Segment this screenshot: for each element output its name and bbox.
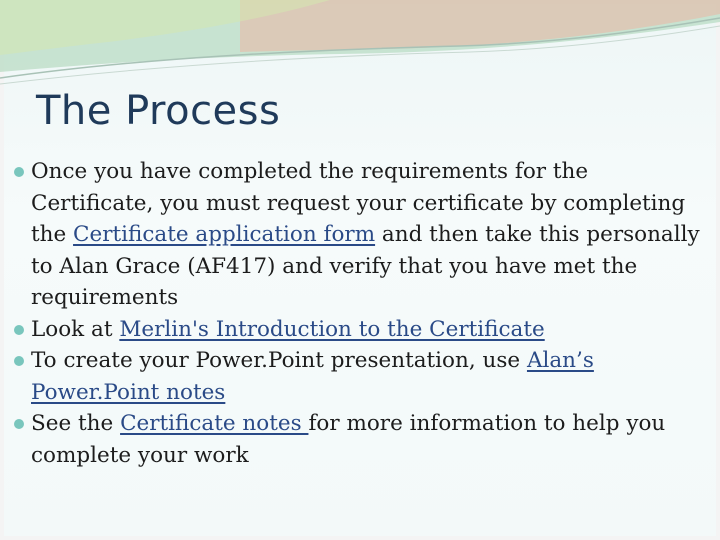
slide-title: The Process	[36, 88, 281, 134]
header-wave-decoration	[0, 0, 720, 95]
hyperlink[interactable]: Merlin's Introduction to the Certificate	[119, 316, 545, 342]
bullet-item	[14, 408, 704, 471]
bullet-dot-icon	[14, 325, 24, 335]
hyperlink[interactable]: Certificate application form	[73, 222, 376, 247]
hyperlink[interactable]: Alan’s Power.Point notes	[31, 348, 594, 405]
bullet-text: Look at	[31, 316, 120, 342]
bullet-text: for more information to help you complete your work	[31, 411, 666, 468]
bullet-text: and then take this personally to Alan Grace (AF417) and verify that you have met the requirements	[31, 222, 700, 310]
bullet-item	[14, 345, 704, 408]
bullet-item	[14, 314, 704, 346]
bullet-text: To create your Power.Point presentation, use	[31, 348, 527, 373]
bullet-list	[14, 156, 704, 471]
bullet-item	[14, 156, 704, 314]
bullet-dot-icon	[14, 419, 24, 429]
hyperlink[interactable]: Certificate notes	[120, 411, 309, 436]
bullet-text: See the	[31, 411, 121, 436]
bullet-dot-icon	[14, 167, 24, 177]
bullet-text: Once you have completed the requirements for the Certificate, you must request your certificate by completing the	[31, 159, 686, 247]
bullet-dot-icon	[14, 356, 24, 366]
